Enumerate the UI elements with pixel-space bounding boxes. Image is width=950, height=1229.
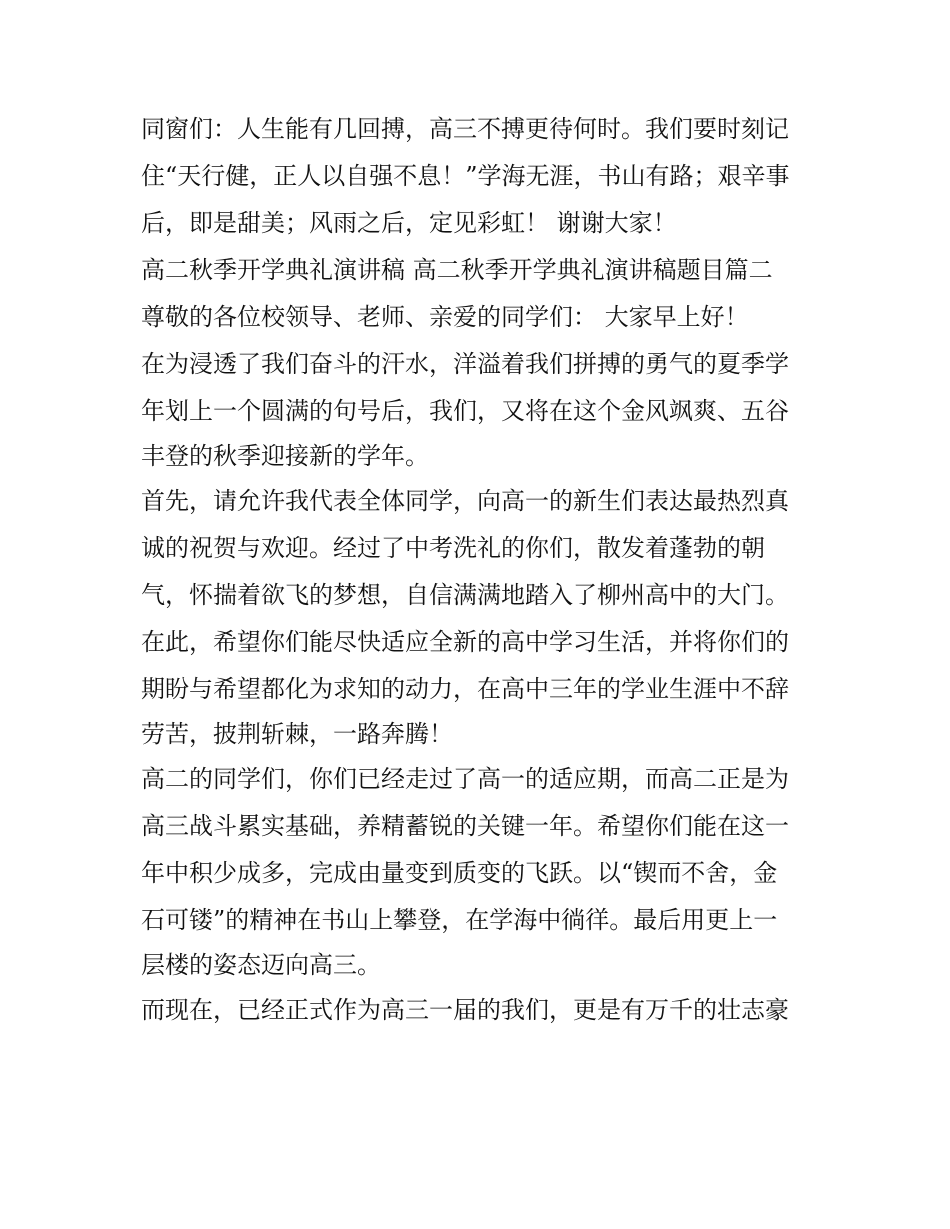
text-line: 住“天行健，正人以自强不息！”学海无涯，书山有路；艰辛事 (141, 162, 790, 190)
text-line: 层楼的姿态迈向高三。 (141, 951, 381, 979)
text-line: 高二秋季开学典礼演讲稿 高二秋季开学典礼演讲稿题目篇二 (141, 256, 773, 284)
document-body (141, 106, 821, 1034)
text-line: 高二的同学们，你们已经走过了高一的适应期，而高二正是为 (141, 765, 789, 793)
text-line: 诚的祝贺与欢迎。经过了中考洗礼的你们，散发着蓬勃的朝 (141, 534, 765, 562)
text-line: 期盼与希望都化为求知的动力，在高中三年的学业生涯中不辞 (141, 675, 789, 703)
text-line: 同窗们：人生能有几回搏，高三不搏更待何时。我们要时刻记 (141, 115, 789, 143)
text-line: 高三战斗累实基础，养精蓄锐的关键一年。希望你们能在这一 (141, 812, 789, 840)
text-line: 在此，希望你们能尽快适应全新的高中学习生活，并将你们的 (141, 628, 789, 656)
text-line: 丰登的秋季迎接新的学年。 (141, 442, 429, 470)
text-line: 在为浸透了我们奋斗的汗水，洋溢着我们拼搏的勇气的夏季学 (141, 350, 789, 378)
text-line: 年划上一个圆满的句号后，我们，又将在这个金风飒爽、五谷 (141, 397, 789, 425)
text-line: 尊敬的各位校领导、老师、亲爱的同学们： 大家早上好！ (141, 303, 749, 331)
text-line: 首先，请允许我代表全体同学，向高一的新生们表达最热烈真 (141, 487, 789, 515)
text-line: 石可镂”的精神在书山上攀登，在学海中徜徉。最后用更上一 (141, 906, 778, 934)
text-line: 劳苦，披荆斩棘，一路奔腾！ (141, 720, 453, 748)
text-line: 年中积少成多，完成由量变到质变的飞跃。以“锲而不舍，金 (141, 859, 778, 887)
text-line: 气，怀揣着欲飞的梦想，自信满满地踏入了柳州高中的大门。 (141, 581, 789, 609)
text-line: 而现在，已经正式作为高三一届的我们，更是有万千的壮志豪 (141, 996, 789, 1024)
text-line: 后，即是甜美；风雨之后，定见彩虹！ 谢谢大家！ (141, 209, 677, 237)
